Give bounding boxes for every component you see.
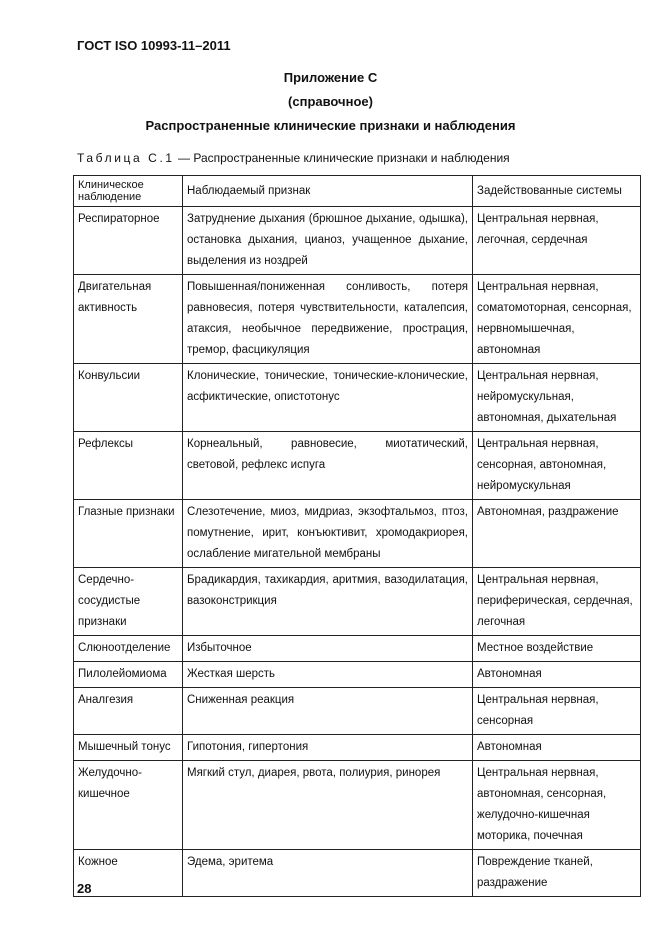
annex-title: Приложение С bbox=[283, 70, 378, 85]
table-row bbox=[74, 500, 641, 568]
observation-cell: Сердечно-сосудистые признаки bbox=[74, 568, 183, 636]
systems-cell: Центральная нервная, нейромускульная, автономная, дыхательная bbox=[473, 364, 641, 432]
table-row bbox=[74, 688, 641, 735]
systems-cell: Автономная bbox=[473, 735, 641, 761]
observation-cell: Кожное bbox=[74, 850, 183, 897]
table-row bbox=[74, 636, 641, 662]
sign-cell: Затруднение дыхания (брюшное дыхание, одышка), остановка дыхания, цианоз, учащенное дыхание, выделения из ноздрей bbox=[183, 207, 473, 275]
systems-cell: Центральная нервная, соматомоторная, сенсорная, нервномышечная, автономная bbox=[473, 275, 641, 364]
observation-cell: Желудочно-кишечное bbox=[74, 761, 183, 850]
signs-table bbox=[73, 175, 641, 897]
observation-cell: Пилолейомиома bbox=[74, 662, 183, 688]
sign-cell: Слезотечение, миоз, мидриаз, экзофтальмоз, птоз, помутнение, ирит, конъюктивит, хромодакриорея, ослабление мигательной мембраны bbox=[183, 500, 473, 568]
systems-cell: Местное воздействие bbox=[473, 636, 641, 662]
sign-cell: Гипотония, гипертония bbox=[183, 735, 473, 761]
sign-cell: Мягкий стул, диарея, рвота, полиурия, ринорея bbox=[183, 761, 473, 850]
sign-cell: Повышенная/пониженная сонливость, потеря равновесия, потеря чувствительности, каталепсия, атаксия, необычное передвижение, прострация, тремор, фасцикуляция bbox=[183, 275, 473, 364]
sign-cell: Сниженная реакция bbox=[183, 688, 473, 735]
table-row bbox=[74, 735, 641, 761]
column-header-observation: Клиническое наблюдение bbox=[74, 176, 183, 207]
column-header-sign: Наблюдаемый признак bbox=[183, 176, 473, 207]
systems-cell: Центральная нервная, автономная, сенсорная, желудочно-кишечная моторика, почечная bbox=[473, 761, 641, 850]
observation-cell: Двигательная активность bbox=[74, 275, 183, 364]
sign-cell: Избыточное bbox=[183, 636, 473, 662]
systems-cell: Повреждение тканей, раздражение bbox=[473, 850, 641, 897]
sign-cell: Брадикардия, тахикардия, аритмия, вазодилатация, вазоконстрикция bbox=[183, 568, 473, 636]
table-caption-label: Таблица С.1 bbox=[77, 151, 175, 165]
page-number: 28 bbox=[77, 881, 92, 896]
table-row bbox=[74, 432, 641, 500]
column-header-systems: Задействованные системы bbox=[473, 176, 641, 207]
observation-cell: Конвульсии bbox=[74, 364, 183, 432]
annex-subtitle: (справочное) bbox=[288, 94, 373, 109]
table-caption-text: — Распространенные клинические признаки и наблюдения bbox=[174, 151, 510, 165]
observation-cell: Глазные признаки bbox=[74, 500, 183, 568]
systems-cell: Центральная нервная, сенсорная bbox=[473, 688, 641, 735]
sign-cell: Эдема, эритема bbox=[183, 850, 473, 897]
observation-cell: Рефлексы bbox=[74, 432, 183, 500]
observation-cell: Слюноотделение bbox=[74, 636, 183, 662]
table-row bbox=[74, 568, 641, 636]
document-id: ГОСТ ISO 10993-11–2011 bbox=[77, 38, 231, 53]
systems-cell: Автономная bbox=[473, 662, 641, 688]
observation-cell: Респираторное bbox=[74, 207, 183, 275]
systems-cell: Центральная нервная, периферическая, сердечная, легочная bbox=[473, 568, 641, 636]
table-row bbox=[74, 761, 641, 850]
table-row bbox=[74, 364, 641, 432]
systems-cell: Центральная нервная, легочная, сердечная bbox=[473, 207, 641, 275]
sign-cell: Жесткая шерсть bbox=[183, 662, 473, 688]
table-row bbox=[74, 275, 641, 364]
table-caption bbox=[77, 151, 510, 165]
sign-cell: Корнеальный, равновесие, миотатический, световой, рефлекс испуга bbox=[183, 432, 473, 500]
systems-cell: Центральная нервная, сенсорная, автономная, нейромускульная bbox=[473, 432, 641, 500]
observation-cell: Аналгезия bbox=[74, 688, 183, 735]
sign-cell: Клонические, тонические, тонические-клонические, асфиктические, опистотонус bbox=[183, 364, 473, 432]
table-row bbox=[74, 662, 641, 688]
table-header-row bbox=[74, 176, 641, 207]
systems-cell: Автономная, раздражение bbox=[473, 500, 641, 568]
annex-heading: Распространенные клинические признаки и наблюдения bbox=[145, 118, 516, 133]
table-row bbox=[74, 850, 641, 897]
observation-cell: Мышечный тонус bbox=[74, 735, 183, 761]
table-row bbox=[74, 207, 641, 275]
